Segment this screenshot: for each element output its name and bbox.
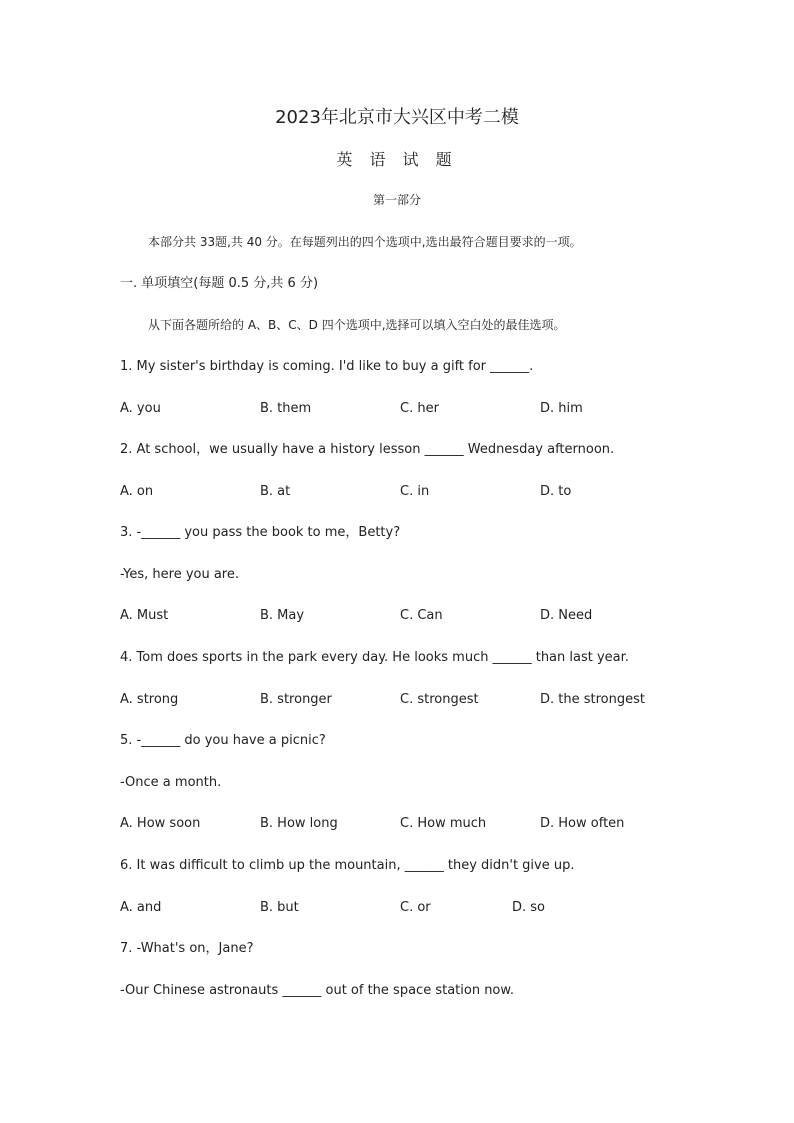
exam-subtitle: 英 语 试 题 [336, 150, 458, 169]
question-2-option-b: B. at [260, 484, 291, 499]
question-2-option-a: A. on [120, 484, 154, 499]
question-3-option-a: A. Must [120, 608, 169, 623]
question-5-reply: -Once a month. [120, 775, 222, 790]
question-2-stem: 2. At school，we usually have a history lesson ______ Wednesday afternoon. [120, 442, 615, 457]
question-4-option-b: B. stronger [260, 692, 332, 707]
question-4-option-c: C. strongest [400, 692, 479, 707]
question-5-option-a: A. How soon [120, 816, 201, 831]
question-4-stem: 4. Tom does sports in the park every day. He looks much ______ than last year. [120, 650, 629, 665]
question-5-option-b: B. How long [260, 816, 338, 831]
exam-title: 2023年北京市大兴区中考二模 [275, 107, 519, 128]
question-1-option-c: C. her [400, 401, 439, 416]
question-7-reply: -Our Chinese astronauts ______ out of the space station now. [120, 983, 514, 998]
question-4-option-a: A. strong [120, 692, 179, 707]
question-1-stem: 1. My sister's birthday is coming. I'd like to buy a gift for ______. [120, 359, 534, 374]
section-instruction: 从下面各题所给的 A、B、C、D 四个选项中,选择可以填入空白处的最佳选项。 [148, 318, 566, 332]
question-1-option-a: A. you [120, 401, 161, 416]
question-6-stem: 6. It was difficult to climb up the mountain, ______ they didn't give up. [120, 858, 575, 873]
question-1-option-d: D. him [540, 401, 583, 416]
part-intro: 本部分共 33题,共 40 分。在每题列出的四个选项中,选出最符合题目要求的一项。 [148, 235, 582, 249]
question-7-stem: 7. -What's on，Jane? [120, 941, 254, 956]
question-3-stem: 3. -______ you pass the book to me，Betty? [120, 525, 401, 540]
question-2-option-c: C. in [400, 484, 430, 499]
part-label: 第一部分 [372, 193, 421, 207]
section-heading: 一. 单项填空(每题 0.5 分,共 6 分) [120, 276, 319, 291]
question-3-option-c: C. Can [400, 608, 443, 623]
question-2-option-d: D. to [540, 484, 572, 499]
question-4-option-d: D. the strongest [540, 692, 645, 707]
question-3-reply: -Yes, here you are. [120, 567, 239, 582]
question-1-option-b: B. them [260, 401, 312, 416]
question-6-option-c: C. or [400, 900, 431, 915]
question-5-stem: 5. -______ do you have a picnic? [120, 733, 326, 748]
question-3-option-b: B. May [260, 608, 305, 623]
question-6-option-b: B. but [260, 900, 299, 915]
question-6-option-d: D. so [512, 900, 546, 915]
question-3-option-d: D. Need [540, 608, 593, 623]
question-6-option-a: A. and [120, 900, 162, 915]
question-5-option-d: D. How often [540, 816, 625, 831]
question-5-option-c: C. How much [400, 816, 487, 831]
